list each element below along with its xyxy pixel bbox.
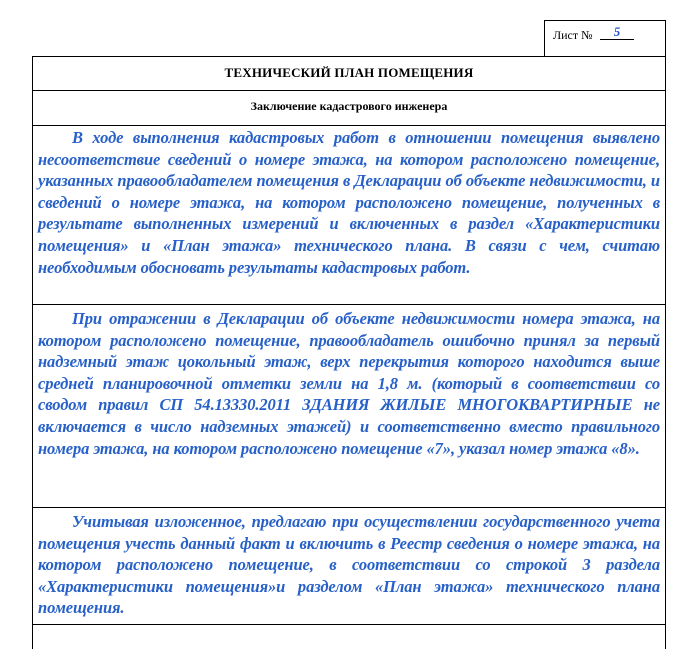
sheet-number: 5 [600,24,634,40]
sheet-label: Лист № [553,28,593,42]
document-title: ТЕХНИЧЕСКИЙ ПЛАН ПОМЕЩЕНИЯ [224,65,474,80]
paragraph-divider-2 [33,507,665,508]
title-divider [33,90,665,91]
paragraph-divider-3 [33,624,665,625]
section-title: Заключение кадастрового инженера [250,99,448,113]
table-top-border [33,56,665,57]
subtitle-divider [33,125,665,126]
conclusion-paragraph-1: В ходе выполнения кадастровых работ в отношении помещения выявлено несоответствие сведений о номере этажа, на котором расположено помещение, указанных правообладателем помещения в Декларации об объекте недвижимости, и сведений о номере этажа, на котором расположено помещение, полученных в результате выполненных измерений и включенных в раздел «Характеристики помещения» и «План этажа» технического плана. В связи с чем, считаю необходимым обосновать результаты кадастровых работ. [38,128,660,277]
document-table [32,56,666,649]
paragraph-divider-1 [33,304,665,305]
sheet-number-box [544,20,666,56]
conclusion-paragraph-2: При отражении в Декларации об объекте недвижимости номера этажа, на котором расположено помещение, правообладатель ошибочно принял за первый надземный этаж цокольный этаж, верх перекрытия которого находится выше средней планировочной отметки земли на 1,8 м. (который в соответствии со сводом правил СП 54.13330.2011 ЗДАНИЯ ЖИЛЫЕ МНОГОКВАРТИРНЫЕ не включается в число надземных этажей) и соответственно вместо правильного номера этажа, на котором расположено помещение «7», указал номер этажа «8». [38,309,660,458]
conclusion-paragraph-3: Учитывая изложенное, предлагаю при осуществлении государственного учета помещения учесть данный факт и включить в Реестр сведения о номере этажа, на котором расположено помещение, в соответствии со строкой 3 раздела «Характеристики помещения»и разделом «План этажа» технического плана помещения. [38,512,660,618]
